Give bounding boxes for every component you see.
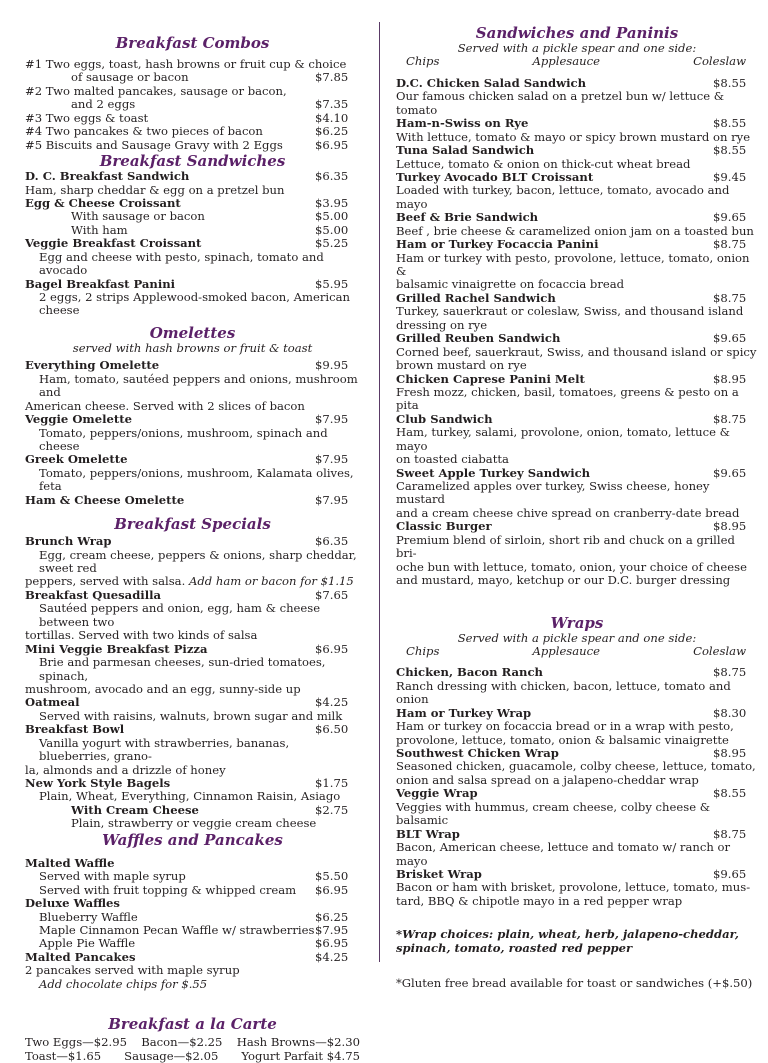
menu-item: [396, 747, 758, 787]
menu-item: Breakfast Bowl $6.50: [25, 722, 349, 737]
item-name: Turkey Avocado BLT Croissant: [396, 169, 594, 184]
waffles-heading: Waffles and Pancakes: [102, 830, 283, 849]
wraps-heading: Wraps: [550, 613, 604, 632]
combo-5: #5 Biscuits and Sausage Gravy with 2 Eggs $6.95: [25, 137, 349, 152]
item-desc: Sautéed peppers and onion, egg, ham & cheese between two: [39, 601, 321, 629]
item-desc: Premium blend of sirloin, short rib and chuck on a grilled bri-: [396, 532, 735, 561]
item-desc: Loaded with turkey, bacon, lettuce, tomato, avocado and mayo: [396, 183, 730, 211]
price: $8.75: [713, 411, 747, 426]
wrap-list: [396, 666, 758, 908]
menu-item: Brunch Wrap $6.35: [25, 534, 349, 549]
menu-item: [396, 373, 758, 413]
item-desc: and mustard, mayo, ketchup or our D.C. burger dressing: [396, 573, 731, 588]
menu-item: [396, 144, 758, 171]
menu-item: [396, 707, 758, 747]
item-desc: provolone, lettuce, tomato, onion & balsamic vinaigrette: [396, 732, 729, 747]
item-desc: Fresh mozz, chicken, basil, tomatoes, greens & pesto on a pita: [396, 384, 739, 413]
item-desc: 2 pancakes served with maple syrup: [25, 963, 240, 978]
price: $9.65: [713, 331, 747, 346]
item-name: Sweet Apple Turkey Sandwich: [396, 465, 591, 480]
menu-item: Malted Waffle: [25, 855, 115, 870]
menu-item: [396, 117, 758, 144]
item-desc: tard, BBQ & chipotle mayo in a red pepper wrap: [396, 893, 683, 908]
menu-item: Mini Veggie Breakfast Pizza $6.95: [25, 641, 349, 656]
price: $8.55: [713, 75, 747, 90]
item-desc: Egg, cream cheese, peppers & onions, sharp cheddar, sweet red: [39, 547, 357, 575]
omelettes-heading: Omelettes: [149, 323, 236, 342]
menu-item: [396, 332, 758, 372]
item-name: Beef & Brie Sandwich: [396, 210, 539, 225]
menu-item: [396, 520, 758, 587]
menu-item: Oatmeal $4.25: [25, 695, 349, 710]
breakfast-sandwiches-heading: Breakfast Sandwiches: [99, 152, 286, 171]
price: $8.75: [713, 237, 747, 252]
item-desc: Ham or turkey with pesto, provolone, lettuce, tomato, onion &: [396, 250, 750, 278]
item-desc: Vanilla yogurt with strawberries, bananas, blueberries, grano-: [39, 735, 290, 764]
menu-option: With sausage or bacon $5.00: [71, 209, 349, 224]
price: $9.65: [713, 866, 747, 881]
wraps-sides: Chips Applesauce Coleslaw: [406, 643, 746, 658]
item-desc: la, almonds and a drizzle of honey: [25, 762, 226, 777]
menu-item: [396, 238, 758, 292]
item-desc: Egg and cheese with pesto, spinach, tomato and avocado: [39, 249, 324, 278]
item-name: Chicken Caprese Panini Melt: [396, 371, 585, 386]
menu-item: Breakfast Quesadilla $7.65: [25, 587, 349, 602]
menu-item: Malted Pancakes $4.25: [25, 949, 349, 964]
column-divider: [379, 22, 380, 962]
item-desc: tortillas. Served with two kinds of salsa: [25, 628, 258, 643]
item-desc: peppers, served with salsa. Add ham or bacon for $1.15: [25, 574, 354, 589]
menu-item: D. C. Breakfast Sandwich $6.35: [25, 169, 349, 184]
menu-item: Greek Omelette $7.95: [25, 452, 349, 467]
combo-4: #4 Two pancakes & two pieces of bacon $6.25: [25, 124, 349, 139]
item-desc: Turkey, sauerkraut or coleslaw, Swiss, and thousand island: [396, 304, 744, 319]
item-name: BLT Wrap: [396, 826, 460, 841]
menu-option: With Cream Cheese $2.75: [71, 802, 349, 817]
combo-2: #2 Two malted pancakes, sausage or bacon, and 2 eggs $7.35: [25, 85, 360, 112]
item-desc: Served with raisins, walnuts, brown sugar and milk: [39, 708, 343, 723]
sandwiches-sides: Chips Applesauce Coleslaw: [406, 54, 746, 69]
menu-option: Maple Cinnamon Pecan Waffle w/ strawberries $7.95: [39, 922, 349, 937]
item-desc: Bacon, American cheese, lettuce and tomato w/ ranch or mayo: [396, 840, 730, 868]
item-desc: brown mustard on rye: [396, 358, 527, 373]
item-name: Veggie Wrap: [396, 786, 478, 801]
menu-item: Ham & Cheese Omelette $7.95: [25, 492, 349, 507]
price: $8.75: [713, 290, 747, 305]
item-desc: Ham or turkey on focaccia bread or in a wrap with pesto,: [396, 719, 734, 734]
item-desc: onion and salsa spread on a jalapeno-cheddar wrap: [396, 772, 699, 787]
price: $9.45: [713, 169, 747, 184]
menu-item: [396, 467, 758, 521]
item-desc: Ranch dressing with chicken, bacon, lettuce, tomato and onion: [396, 678, 731, 707]
menu-item: New York Style Bagels $1.75: [25, 776, 349, 790]
item-name: Classic Burger: [396, 519, 492, 534]
menu-item: [396, 292, 758, 332]
carte-row: Two Eggs—$2.95 Bacon—$2.25 Hash Browns—$2.30: [25, 1035, 360, 1050]
price: $7.85: [315, 70, 349, 85]
price: $7.35: [315, 97, 349, 112]
item-name: Ham-n-Swiss on Rye: [396, 116, 529, 131]
item-desc: Ham, turkey, salami, provolone, onion, tomato, lettuce & mayo: [396, 425, 730, 453]
price: $8.55: [713, 786, 747, 801]
item-desc: With lettuce, tomato & mayo or spicy brown mustard on rye: [396, 129, 751, 144]
item-desc: on toasted ciabatta: [396, 452, 509, 467]
item-desc: Corned beef, sauerkraut, Swiss, and thousand island or spicy: [396, 344, 757, 359]
menu-item: [396, 787, 758, 827]
menu-item: Egg & Cheese Croissant $3.95: [25, 195, 349, 210]
menu-item: Everything Omelette $9.95: [25, 358, 349, 373]
menu-option: Apple Pie Waffle $6.95: [39, 936, 349, 951]
item-desc: balsamic vinaigrette on focaccia bread: [396, 277, 625, 292]
carte-heading: Breakfast a la Carte: [108, 1015, 277, 1034]
item-name: D.C. Chicken Salad Sandwich: [396, 75, 587, 90]
item-desc: 2 eggs, 2 strips Applewood-smoked bacon, American cheese: [39, 290, 350, 318]
item-name: Ham or Turkey Wrap: [396, 705, 532, 720]
price: $8.75: [713, 826, 747, 841]
item-desc: American cheese. Served with 2 slices of bacon: [25, 398, 305, 413]
item-desc: Our famous chicken salad on a pretzel bun w/ lettuce & tomato: [396, 89, 725, 117]
menu-item: Deluxe Waffles: [25, 896, 120, 911]
item-desc: Seasoned chicken, guacamole, colby cheese, lettuce, tomato,: [396, 759, 756, 774]
item-desc: and a cream cheese chive spread on cranberry-date bread: [396, 505, 740, 520]
item-name: Brisket Wrap: [396, 866, 482, 881]
menu-option: Served with fruit topping & whipped cream $6.95: [39, 882, 349, 897]
item-desc: mushroom, avocado and an egg, sunny-side up: [25, 681, 301, 696]
combos-heading: Breakfast Combos: [115, 34, 270, 52]
price: $9.65: [713, 210, 747, 225]
menu-item: Veggie Omelette $7.95: [25, 412, 349, 427]
menu-item: Bagel Breakfast Panini $5.95: [25, 276, 349, 291]
item-name: Southwest Chicken Wrap: [396, 746, 559, 760]
menu-item: [396, 171, 758, 211]
price: $9.65: [713, 465, 747, 480]
menu-item: [396, 666, 758, 706]
menu-option: Blueberry Waffle $6.25: [39, 909, 349, 924]
menu-item: [396, 211, 758, 238]
item-desc: Ham, tomato, sautéed peppers and onions, mushroom and: [39, 371, 358, 400]
wrap-choices: *Wrap choices: plain, wheat, herb, jalapeno-cheddar, spinach, tomato, roasted red pepper: [396, 927, 739, 955]
item-desc: Caramelized apples over turkey, Swiss cheese, honey mustard: [396, 479, 710, 507]
menu-option: Served with maple syrup $5.50: [39, 869, 349, 884]
item-desc: oche bun with lettuce, tomato, onion, your choice of cheese: [396, 559, 747, 574]
item-desc: Bacon or ham with brisket, provolone, lettuce, tomato, mus-: [396, 880, 751, 895]
item-desc: Lettuce, tomato & onion on thick-cut wheat bread: [396, 156, 691, 171]
item-name: Ham or Turkey Focaccia Panini: [396, 237, 599, 252]
right-column: [396, 24, 758, 991]
combo-desc: Two eggs, toast, hash browns or fruit cup & choice: [45, 57, 347, 71]
menu-item: Veggie Breakfast Croissant $5.25: [25, 236, 349, 251]
sandwiches-heading: Sandwiches and Paninis: [475, 24, 679, 42]
item-desc: Beef , brie cheese & caramelized onion jam on a toasted bun: [396, 223, 754, 238]
sandwiches-subtitle: Served with a pickle spear and one side:: [457, 41, 697, 55]
left-column: [25, 34, 360, 1063]
gluten-note: *Gluten free bread available for toast or sandwiches (+$.50): [396, 976, 753, 991]
item-name: Grilled Rachel Sandwich: [396, 290, 556, 305]
menu-item: [396, 77, 758, 117]
omelettes-subtitle: served with hash browns or fruit & toast: [72, 340, 313, 355]
menu-item: [396, 828, 758, 868]
wraps-subtitle: Served with a pickle spear and one side:: [457, 630, 697, 645]
price: $8.95: [713, 519, 747, 534]
price: $8.55: [713, 116, 747, 131]
menu-item: [396, 413, 758, 467]
item-name: Club Sandwich: [396, 411, 493, 426]
item-desc: dressing on rye: [396, 317, 488, 332]
price: $8.75: [713, 665, 747, 680]
price: $8.95: [713, 371, 747, 386]
item-desc: Ham, sharp cheddar & egg on a pretzel bun: [25, 182, 285, 197]
item-desc: Add chocolate chips for $.55: [39, 976, 208, 991]
combo-3: #3 Two eggs & toast $4.10: [25, 110, 349, 125]
item-desc: Tomato, peppers/onions, mushroom, spinach and cheese: [39, 425, 328, 453]
menu-item: [396, 868, 758, 908]
price: $8.95: [713, 746, 747, 760]
item-desc: Plain, strawberry or veggie cream cheese: [71, 816, 317, 831]
item-name: Chicken, Bacon Ranch: [396, 665, 543, 680]
price: $8.30: [713, 705, 747, 720]
sandwich-list: [396, 77, 758, 588]
combo-1: #1 Two eggs, toast, hash browns or fruit cup & choice of sausage or bacon $7.85: [25, 58, 360, 85]
price: $8.55: [713, 143, 747, 158]
specials-heading: Breakfast Specials: [114, 515, 271, 534]
menu-option: With ham $5.00: [71, 222, 349, 237]
carte-row: Toast—$1.65 Sausage—$2.05 Yogurt Parfait $4.75: [25, 1048, 360, 1063]
item-desc: Brie and parmesan cheeses, sun-dried tomatoes, spinach,: [39, 655, 326, 683]
item-desc: Tomato, peppers/onions, mushroom, Kalamata olives, feta: [39, 465, 354, 494]
item-desc: Veggies with hummus, cream cheese, colby cheese & balsamic: [396, 799, 711, 828]
item-name: Tuna Salad Sandwich: [396, 143, 535, 158]
item-desc: Plain, Wheat, Everything, Cinnamon Raisin, Asiago: [39, 789, 341, 804]
item-name: Grilled Reuben Sandwich: [396, 331, 561, 346]
